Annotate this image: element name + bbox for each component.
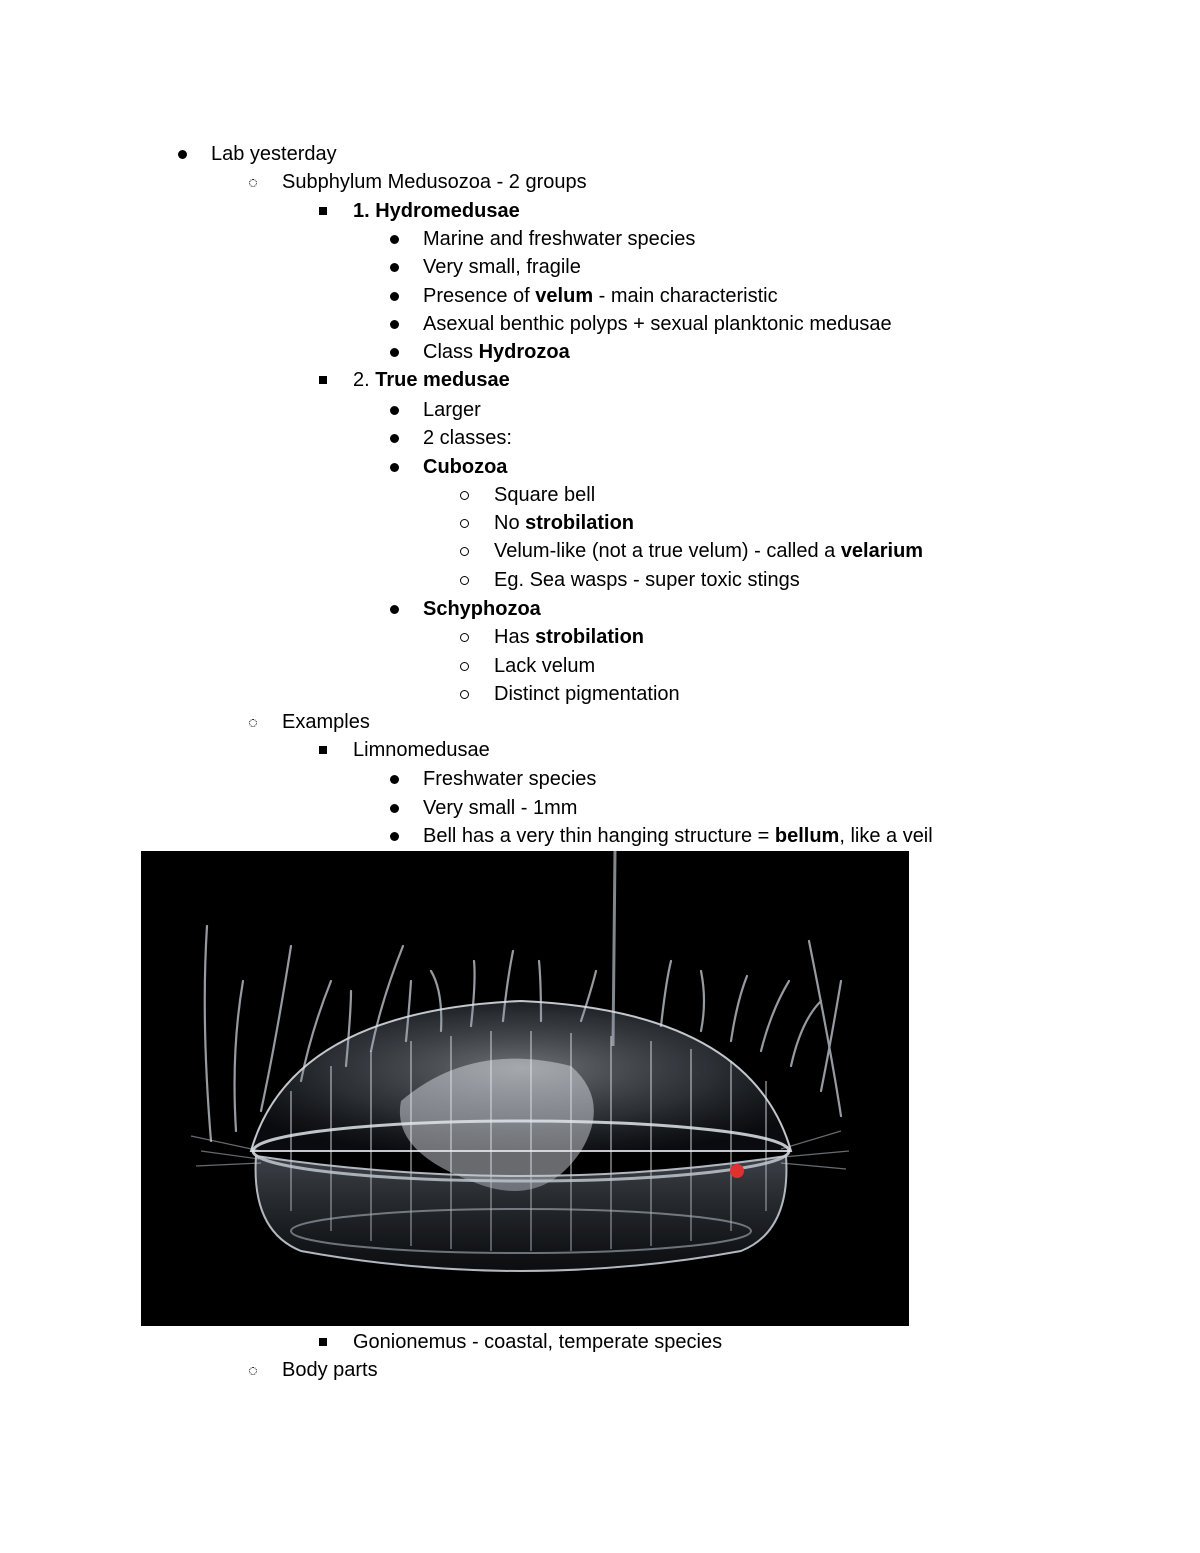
- item-text: Distinct pigmentation: [494, 683, 680, 705]
- bullet-disc-icon: [390, 794, 402, 822]
- item-text: Lack velum: [494, 655, 596, 677]
- item-text: Very small - 1mm: [423, 797, 578, 819]
- item-text: [423, 338, 570, 366]
- bullet-disc-icon: [390, 253, 402, 281]
- bullet-disc-icon: [390, 225, 402, 253]
- text-part: - main characteristic: [593, 285, 778, 307]
- bullet-square-icon: [319, 1328, 331, 1356]
- bullet-ring-icon: [249, 168, 261, 196]
- bullet-square-icon: [319, 366, 331, 394]
- text-part-bold: strobilation: [535, 626, 645, 648]
- text-part: Bell has a very thin hanging structure =: [423, 825, 775, 847]
- text-part: 2.: [353, 369, 376, 391]
- bullet-square-icon: [319, 736, 331, 764]
- item-text: Larger: [423, 399, 481, 421]
- bullet-ring-icon: [249, 1356, 261, 1384]
- text-part: Presence of: [423, 285, 536, 307]
- bullet-disc-icon: [390, 822, 402, 850]
- text-part-bold: True medusae: [375, 369, 510, 391]
- item-text: 2 classes:: [423, 427, 512, 449]
- item-text: Examples: [282, 711, 370, 733]
- bullet-disc-icon: [390, 310, 402, 338]
- item-text: Very small, fragile: [423, 256, 581, 278]
- bullet-disc-icon: [390, 338, 402, 366]
- bullet-disc-icon: [390, 424, 402, 452]
- text-part-bold: strobilation: [525, 512, 635, 534]
- item-text: [423, 282, 778, 310]
- text-part-bold: Hydrozoa: [478, 341, 570, 363]
- bullet-disc-icon: [390, 595, 402, 623]
- jellyfish-photo: [141, 851, 909, 1326]
- text-part: Class: [423, 341, 479, 363]
- item-text: Subphylum Medusozoa - 2 groups: [282, 171, 587, 193]
- item-text: Freshwater species: [423, 768, 597, 790]
- text-part-bold: bellum: [774, 825, 840, 847]
- item-text: [494, 537, 923, 565]
- bullet-ring-icon: [249, 708, 261, 736]
- bullet-disc-icon: [390, 282, 402, 310]
- item-text: Body parts: [282, 1359, 378, 1381]
- bullet-disc-icon: [390, 396, 402, 424]
- item-text: Lab yesterday: [211, 143, 337, 165]
- item-text: Marine and freshwater species: [423, 228, 696, 250]
- bullet-disc-icon: [178, 140, 190, 168]
- bullet-ring-icon: [460, 680, 472, 708]
- bullet-ring-icon: [460, 623, 472, 651]
- text-part-bold: velarium: [840, 540, 924, 562]
- text-part: , like a veil: [839, 825, 933, 847]
- item-text: [494, 509, 634, 537]
- bullet-disc-icon: [390, 453, 402, 481]
- text-part: Has: [494, 626, 536, 648]
- bullet-ring-icon: [460, 652, 472, 680]
- item-text: Asexual benthic polyps + sexual planktonic medusae: [423, 313, 892, 335]
- bullet-ring-icon: [460, 481, 472, 509]
- bullet-ring-icon: [460, 537, 472, 565]
- item-text: Eg. Sea wasps - super toxic stings: [494, 569, 800, 591]
- item-text-bold: 1. Hydromedusae: [353, 200, 520, 222]
- bullet-square-icon: [319, 197, 331, 225]
- text-part-bold: velum: [535, 285, 594, 307]
- text-part: Velum-like (not a true velum) - called a: [494, 540, 841, 562]
- bullet-ring-icon: [460, 509, 472, 537]
- text-part: No: [494, 512, 526, 534]
- item-text: [494, 623, 644, 651]
- item-text-bold: Schyphozoa: [423, 598, 541, 620]
- item-text: Square bell: [494, 484, 596, 506]
- bullet-disc-icon: [390, 765, 402, 793]
- item-text: [353, 366, 510, 394]
- item-text: Limnomedusae: [353, 739, 490, 761]
- item-text: Gonionemus - coastal, temperate species: [353, 1331, 723, 1353]
- bullet-ring-icon: [460, 566, 472, 594]
- item-text: [423, 822, 933, 850]
- item-text-bold: Cubozoa: [423, 456, 508, 478]
